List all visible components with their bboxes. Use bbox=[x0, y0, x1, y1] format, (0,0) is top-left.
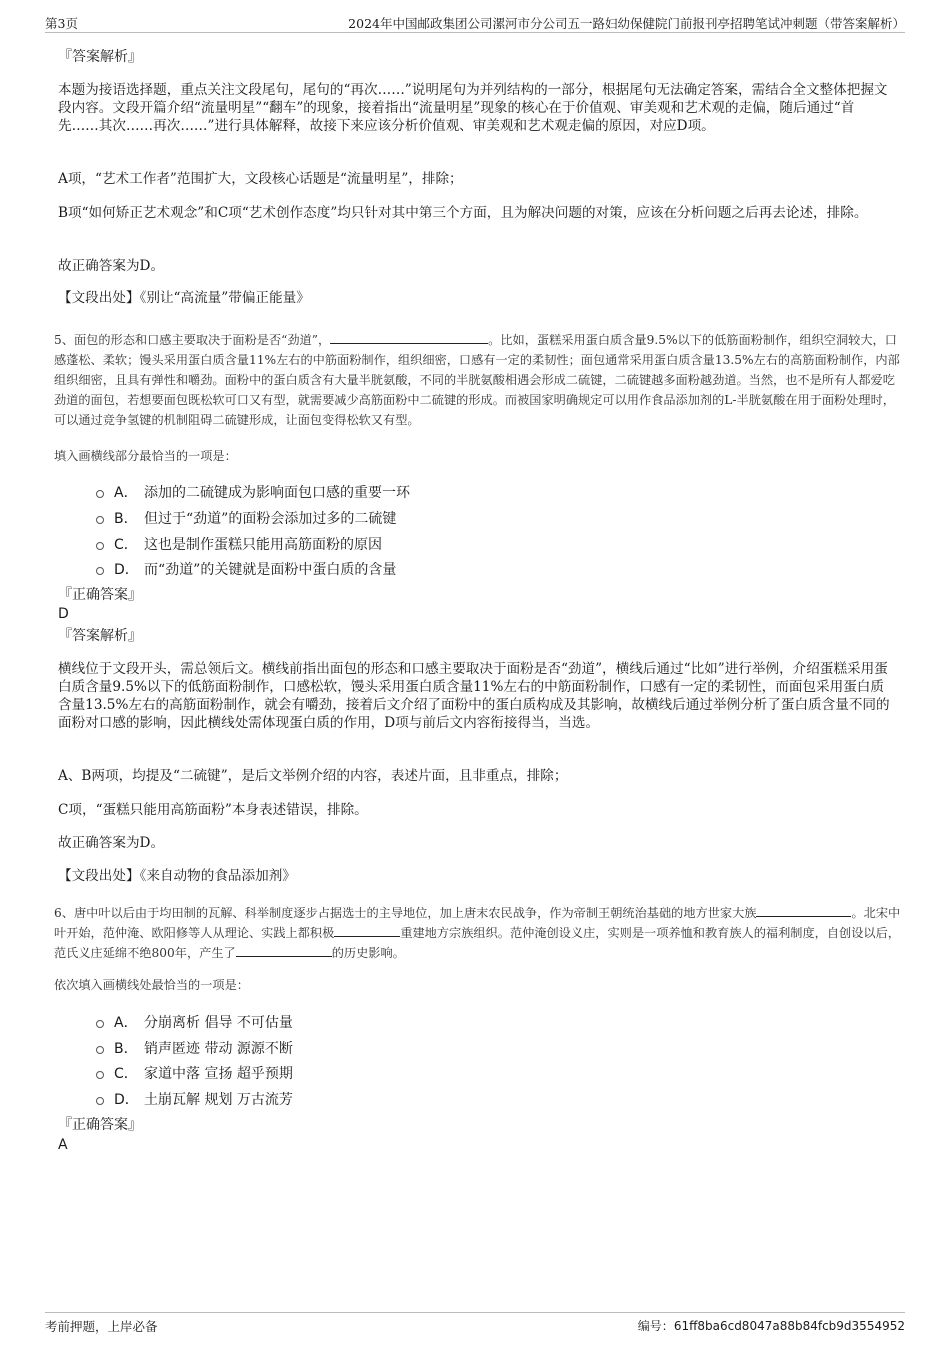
page-number: 第3页 bbox=[45, 16, 78, 31]
q6-blank-2 bbox=[334, 924, 400, 937]
option-key: C． bbox=[114, 1066, 138, 1082]
q4-analysis-label: 『答案解析』 bbox=[58, 49, 142, 65]
q5-stem-part2: 。比如，蛋糕采用蛋白质含量9.5%以下的低筋面粉制作，组织空洞较大，口感蓬松、柔软；馒头采用蛋白质含量11%左右的中筋面粉制作，组织细密，口感有一定的柔韧性；面包通常采用蛋白质含量13.5%左右的高筋面粉制作，内部组织细密，且具有弹性和嚼劲。面粉中的蛋白质含有大量半胱氨酸，不同的半胱氨酸相遇会形成二硫键，二硫键越多面粉越劲道。当然，也不是所有人都爱吃劲道的面包，若想要面包既松软可口又有型，就需要减少高筋面粉中二硫键的形成。而被国家明确规定可以用作食品添加剂的L-半胱氨酸在用于面粉处理时，可以通过竞争氢键的机制阻碍二硫键形成，让面包变得松软又有型。 bbox=[54, 333, 900, 427]
q4-analysis-p3: B项“如何矫正艺术观念”和C项“艺术创作态度”均只针对其中第三个方面，且为解决问题的对策，应该在分析问题之后再去论述，排除。 bbox=[58, 205, 868, 221]
option-text: 而“劲道”的关键就是面粉中蛋白质的含量 bbox=[144, 562, 397, 578]
q5-blank bbox=[330, 331, 488, 344]
q6-option-c[interactable] bbox=[96, 1063, 293, 1083]
q4-analysis-p2: A项，“艺术工作者”范围扩大，文段核心话题是“流量明星”，排除； bbox=[58, 171, 463, 187]
q6-option-a[interactable] bbox=[96, 1012, 293, 1032]
q5-correct-label: 『正确答案』 bbox=[58, 587, 142, 603]
question-6-stem bbox=[54, 903, 904, 963]
q5-option-b[interactable] bbox=[96, 508, 396, 528]
document-code bbox=[638, 1317, 905, 1334]
q5-source: 【文段出处】《来自动物的食品添加剂》 bbox=[58, 868, 296, 884]
option-text: 添加的二硫键成为影响面包口感的重要一环 bbox=[144, 485, 410, 501]
radio-icon[interactable] bbox=[96, 516, 104, 524]
q5-prompt: 填入画横线部分最恰当的一项是： bbox=[54, 449, 237, 463]
radio-icon[interactable] bbox=[96, 1046, 104, 1054]
q6-correct-label: 『正确答案』 bbox=[58, 1117, 142, 1133]
q5-analysis-p3: C项，“蛋糕只能用高筋面粉”本身表述错误，排除。 bbox=[58, 802, 368, 818]
question-5-stem bbox=[54, 330, 904, 430]
option-key: D． bbox=[114, 562, 139, 578]
q4-source: 【文段出处】《别让“高流量”带偏正能量》 bbox=[58, 290, 310, 306]
option-key: A． bbox=[114, 1015, 138, 1031]
option-text: 销声匿迹 带动 源源不断 bbox=[144, 1041, 293, 1057]
q5-analysis-p1: 横线位于文段开头，需总领后文。横线前指出面包的形态和口感主要取决于面粉是否“劲道”，横线后通过“比如”进行举例，介绍蛋糕采用蛋白质含量9.5%以下的低筋面粉制作，口感松软，馒头采用蛋白质含量11%左右的中筋面粉制作，口感有一定的柔韧性，而面包采用蛋白质含量13.5%左右的高筋面粉制作，就会有嚼劲，接着后文介绍了面粉中的蛋白质构成及其影响，故横线后通过举例分析了蛋白质含量不同的面粉对口感的影响，因此横线处需体现蛋白质的作用，D项与前后文内容衔接得当，当选。 bbox=[58, 661, 890, 731]
code-label: 编号： bbox=[637, 1319, 674, 1333]
q6-stem-part3: 重建地方宗族组织。范仲淹创设义庄，实则是一项养恤和教育族人的福利制度，自创设以后，范氏义庄延绵不绝800年，产生了 bbox=[54, 926, 900, 960]
document-title: 2024年中国邮政集团公司漯河市分公司五一路妇幼保健院门前报刊亭招聘笔试冲刺题（带答案解析） bbox=[348, 16, 905, 31]
option-key: A． bbox=[114, 485, 138, 501]
option-text: 这也是制作蛋糕只能用高筋面粉的原因 bbox=[144, 537, 382, 553]
option-text: 土崩瓦解 规划 万古流芳 bbox=[144, 1092, 293, 1108]
q6-stem-part4: 的历史影响。 bbox=[331, 946, 405, 960]
option-key: B． bbox=[114, 1041, 138, 1057]
footer-slogan: 考前押题，上岸必备 bbox=[45, 1319, 158, 1334]
q4-analysis-p4: 故正确答案为D。 bbox=[58, 258, 165, 274]
radio-icon[interactable] bbox=[96, 1071, 104, 1079]
q5-option-c[interactable] bbox=[96, 534, 382, 554]
q6-stem-part2: 。北宋中叶开始，范仲淹、欧阳修等人从理论、实践上都积极 bbox=[54, 906, 901, 940]
q6-prompt: 依次填入画横线处最恰当的一项是： bbox=[54, 978, 249, 992]
option-key: D． bbox=[114, 1092, 139, 1108]
radio-icon[interactable] bbox=[96, 1020, 104, 1028]
page-footer bbox=[45, 1312, 905, 1337]
radio-icon[interactable] bbox=[96, 567, 104, 575]
q6-option-b[interactable] bbox=[96, 1038, 293, 1058]
q5-analysis-label: 『答案解析』 bbox=[58, 628, 142, 644]
page-header bbox=[45, 12, 905, 33]
q5-analysis-p4: 故正确答案为D。 bbox=[58, 835, 165, 851]
q4-analysis-p1: 本题为接语选择题，重点关注文段尾句，尾句的“再次……”说明尾句为并列结构的一部分，根据尾句无法确定答案，需结合全文整体把握文段内容。文段开篇介绍“流量明星”“翻车”的现象，接着指出“流量明星”现象的核心在于价值观、审美观和艺术观的走偏，随后通过“首先……其次……再次……”进行具体解释，故接下来应该分析价值观、审美观和艺术观走偏的原因，对应D项。 bbox=[58, 82, 888, 134]
q5-analysis-p2: A、B两项，均提及“二硫键”，是后文举例介绍的内容，表述片面，且非重点，排除； bbox=[58, 768, 568, 784]
option-text: 家道中落 宣扬 超乎预期 bbox=[144, 1066, 293, 1082]
radio-icon[interactable] bbox=[96, 542, 104, 550]
q5-correct-answer: D bbox=[58, 606, 69, 622]
q6-correct-answer: A bbox=[58, 1137, 68, 1153]
q5-stem-part1: 5、面包的形态和口感主要取决于面粉是否“劲道”， bbox=[54, 333, 331, 347]
q6-blank-3 bbox=[236, 944, 332, 957]
radio-icon[interactable] bbox=[96, 1097, 104, 1105]
q5-option-d[interactable] bbox=[96, 559, 396, 579]
q6-option-d[interactable] bbox=[96, 1089, 293, 1109]
q6-stem-part1: 6、唐中叶以后由于均田制的瓦解、科举制度逐步占据选士的主导地位，加上唐末农民战争，作为帝制王朝统治基础的地方世家大族 bbox=[54, 906, 757, 920]
option-key: B． bbox=[114, 511, 138, 527]
q6-blank-1 bbox=[756, 904, 851, 917]
radio-icon[interactable] bbox=[96, 490, 104, 498]
option-text: 但过于“劲道”的面粉会添加过多的二硫键 bbox=[144, 511, 397, 527]
option-key: C． bbox=[114, 537, 138, 553]
q5-option-a[interactable] bbox=[96, 482, 410, 502]
option-text: 分崩离析 倡导 不可估量 bbox=[144, 1015, 293, 1031]
code-value: 61ff8ba6cd8047a88b84fcb9d3554952 bbox=[673, 1319, 905, 1333]
